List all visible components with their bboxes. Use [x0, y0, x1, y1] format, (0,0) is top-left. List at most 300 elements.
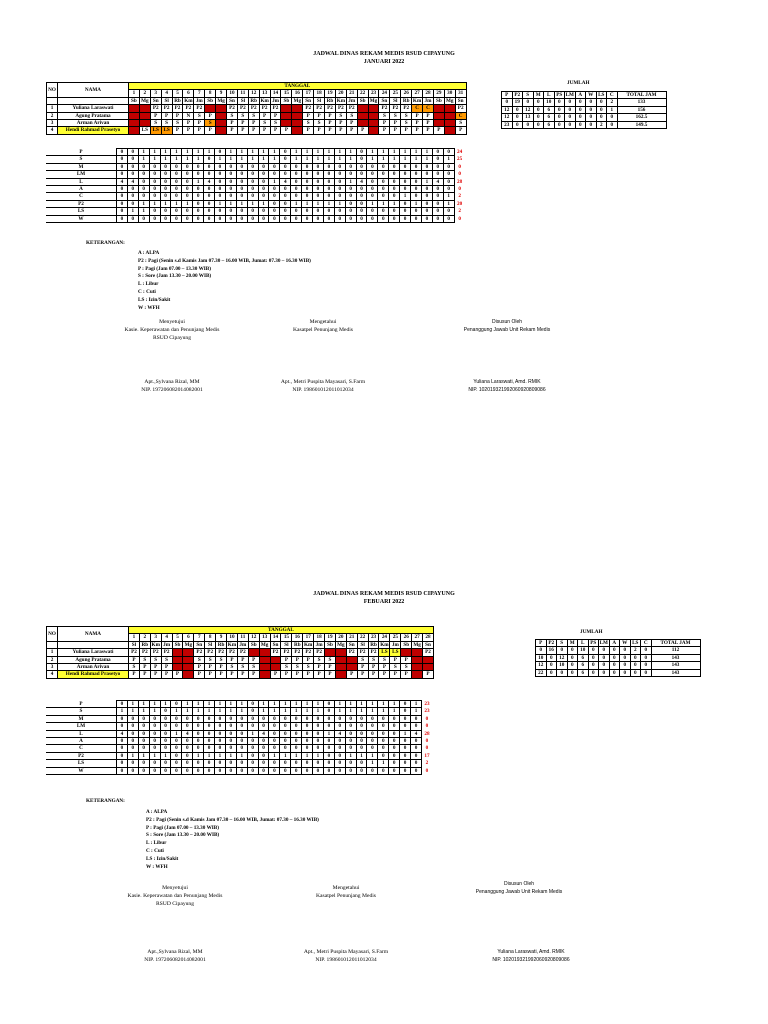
shift-cell: P2 — [357, 649, 368, 656]
count-cell: 0 — [127, 760, 138, 767]
day-number: 27 — [412, 634, 423, 641]
count-cell: 0 — [411, 163, 422, 170]
shift-cell: S — [368, 120, 379, 127]
count-cell: 0 — [160, 193, 171, 200]
weekday-label: Jm — [424, 97, 432, 104]
shift-cell: L — [139, 105, 150, 112]
total-cell: 12 — [523, 106, 534, 113]
shift-cell: P2 — [281, 649, 292, 656]
total-cell: 0 — [567, 669, 578, 676]
shift-cell: P — [379, 664, 390, 671]
day-number: 26 — [401, 90, 412, 97]
total-cell: 0 — [546, 654, 557, 661]
shift-cell: P — [368, 664, 379, 671]
count-cell: 0 — [182, 178, 193, 185]
total-cell: 0 — [588, 669, 599, 676]
count-cell: 0 — [432, 186, 443, 193]
count-cell: 0 — [345, 208, 356, 215]
total-cell: 2 — [596, 121, 607, 128]
count-cell: 0 — [302, 723, 313, 730]
count-cell: 0 — [225, 193, 236, 200]
weekday-label: Sb — [325, 641, 336, 648]
shift-cell: P2 — [303, 649, 314, 656]
count-cell: 0 — [247, 178, 258, 185]
day-number: 13 — [259, 634, 270, 641]
shift-cell: P — [412, 112, 423, 119]
count-cell: 0 — [313, 171, 324, 178]
shift-cell: S — [205, 656, 216, 663]
count-cell: 0 — [149, 186, 160, 193]
sig-left-title: Menyetujui — [162, 885, 188, 891]
shift-cell: S — [401, 664, 412, 671]
shift-cell: P — [194, 664, 205, 671]
count-cell: 1 — [269, 178, 280, 185]
count-label: LS — [46, 208, 117, 215]
shift-cell: P — [270, 112, 281, 119]
shift-cell: M — [423, 656, 434, 663]
count-cell: 0 — [302, 163, 313, 170]
shift-cell: P — [150, 671, 161, 678]
shift-cell: P — [216, 664, 227, 671]
count-cell: 0 — [182, 163, 193, 170]
shift-cell: P — [444, 127, 455, 134]
count-cell: 0 — [389, 723, 400, 730]
shift-cell: P2 — [227, 649, 238, 656]
count-cell: 0 — [323, 745, 334, 752]
count-cell: 0 — [421, 186, 432, 193]
staff-row — [47, 112, 467, 119]
count-cell: 0 — [367, 730, 378, 737]
count-cell: 1 — [400, 149, 411, 156]
count-cell: 1 — [182, 149, 193, 156]
day-number: 25 — [390, 634, 401, 641]
count-cell: 1 — [389, 156, 400, 163]
count-cell: 4 — [258, 730, 269, 737]
count-cell: 0 — [258, 745, 269, 752]
count-cell: 1 — [367, 760, 378, 767]
total-cell: 22 — [536, 669, 547, 676]
day-number: 3 — [150, 634, 161, 641]
count-cell: 0 — [204, 723, 215, 730]
january-jumlah-heading: JUMLAH — [567, 80, 590, 86]
total-cell: 0 — [641, 662, 652, 669]
count-cell: 1 — [345, 156, 356, 163]
count-cell: 0 — [225, 178, 236, 185]
shift-cell: P — [346, 127, 357, 134]
count-cell: 0 — [117, 171, 128, 178]
shift-cell: P — [150, 112, 161, 119]
weekday-label: Sn — [194, 641, 205, 648]
count-cell: 1 — [378, 156, 389, 163]
count-cell: 0 — [127, 723, 138, 730]
shift-cell: P — [401, 671, 412, 678]
sig-right-nip: NIP. 102019321992060920809086 — [468, 387, 546, 393]
count-cell: 1 — [269, 708, 280, 715]
count-cell: 0 — [138, 760, 149, 767]
count-cell: 0 — [258, 723, 269, 730]
staff-name: Yuliana Laraswati — [58, 105, 129, 112]
count-cell: 0 — [225, 723, 236, 730]
totals-header: M — [567, 640, 578, 647]
weekday-label: Jm — [315, 641, 323, 648]
count-cell: 0 — [378, 163, 389, 170]
count-cell: 0 — [356, 200, 367, 207]
count-cell: 1 — [302, 149, 313, 156]
count-cell: 0 — [345, 745, 356, 752]
day-number: 27 — [412, 90, 423, 97]
count-label: P — [46, 149, 117, 156]
shift-cell: P — [227, 671, 238, 678]
count-cell: 0 — [117, 215, 128, 222]
count-cell: 0 — [215, 215, 226, 222]
shift-cell: P — [346, 671, 357, 678]
count-cell: 1 — [367, 701, 378, 708]
january-sig-left-name — [97, 378, 247, 394]
count-cell: 1 — [323, 730, 334, 737]
count-cell: 0 — [378, 752, 389, 759]
count-cell: 0 — [378, 215, 389, 222]
shift-cell: P — [248, 656, 259, 663]
january-legend — [138, 250, 311, 312]
legend-item: P : Pagi (Jam 07.00 – 13.30 WIB) — [146, 824, 219, 831]
shift-cell: P — [139, 671, 150, 678]
shift-cell: P2 — [150, 105, 161, 112]
shift-cell: M — [248, 649, 259, 656]
count-cell: 0 — [236, 760, 247, 767]
shift-cell: P2 — [227, 105, 238, 112]
total-cell: 0 — [567, 647, 578, 654]
january-legend-heading: KETERANGAN: — [86, 240, 125, 246]
shift-cell: P2 — [259, 105, 270, 112]
count-cell: 0 — [313, 163, 324, 170]
legend-item: P : Pagi (Jam 07.00 – 13.30 WIB) — [138, 265, 211, 272]
legend-item: S : Sore (Jam 13.30 – 20.00 WIB) — [146, 832, 220, 839]
total-cell: 1 — [607, 106, 618, 113]
shift-cell: S — [150, 656, 161, 663]
day-number: 9 — [216, 634, 227, 641]
count-cell: 1 — [236, 149, 247, 156]
count-cell: 0 — [334, 723, 345, 730]
count-cell: 1 — [378, 200, 389, 207]
count-cell: 1 — [313, 752, 324, 759]
count-cell: 0 — [117, 193, 128, 200]
shift-cell: P — [325, 664, 336, 671]
total-cell: 0 — [609, 647, 620, 654]
weekday-label: Km — [336, 97, 346, 104]
count-cell: 0 — [269, 745, 280, 752]
total-cell: 0 — [565, 121, 576, 128]
weekday-label: Sb — [248, 641, 259, 648]
count-cell: 0 — [171, 745, 182, 752]
count-cell: 0 — [160, 723, 171, 730]
count-cell: 1 — [127, 701, 138, 708]
day-number: 9 — [216, 90, 227, 97]
weekday-label: Sn — [455, 97, 466, 104]
count-cell: 0 — [247, 723, 258, 730]
january-title: JADWAL DINAS REKAM MEDIS RSUD CIPAYUNG — [313, 51, 455, 57]
shift-cell: P2 — [379, 105, 390, 112]
count-cell: 1 — [127, 208, 138, 215]
sig-mid-name: Apt., Metri Puspita Mayasari, S.Farm — [280, 379, 366, 385]
shift-cell: S — [303, 664, 314, 671]
shift-cell: P — [183, 120, 194, 127]
count-cell: 1 — [160, 701, 171, 708]
shift-cell: S — [216, 120, 227, 127]
count-cell: 0 — [280, 156, 291, 163]
shift-cell: P — [292, 127, 303, 134]
count-cell: 0 — [411, 186, 422, 193]
weekday-label: Mg — [184, 641, 193, 648]
legend-item: L : Libur — [146, 840, 167, 847]
count-cell: 0 — [215, 171, 226, 178]
weekday-label: Sl — [390, 97, 401, 104]
count-cell: 1 — [313, 200, 324, 207]
count-cell: 0 — [400, 752, 411, 759]
count-cell: 0 — [258, 208, 269, 215]
count-cell: 1 — [313, 701, 324, 708]
shift-cell: P — [303, 112, 314, 119]
day-number: 17 — [303, 634, 314, 641]
count-cell: 0 — [356, 156, 367, 163]
total-cell: 13 — [523, 114, 534, 121]
shift-cell: P2 — [346, 649, 357, 656]
count-cell: 0 — [378, 767, 389, 774]
count-cell: 4 — [117, 730, 128, 737]
count-cell: 0 — [334, 186, 345, 193]
count-cell: 1 — [193, 149, 204, 156]
count-cell: 4 — [127, 178, 138, 185]
count-cell: 0 — [117, 163, 128, 170]
count-cell: 0 — [367, 178, 378, 185]
count-cell: 1 — [215, 701, 226, 708]
count-cell: 0 — [204, 193, 215, 200]
count-cell: 1 — [225, 752, 236, 759]
count-cell: 1 — [334, 200, 345, 207]
count-cell: 0 — [421, 215, 432, 222]
total-cell: 0 — [567, 662, 578, 669]
count-cell: 1 — [138, 708, 149, 715]
totals-header: P — [502, 92, 513, 99]
count-cell: 0 — [236, 723, 247, 730]
totals-header: M — [533, 92, 544, 99]
shift-cell: P — [292, 671, 303, 678]
count-cell: 1 — [193, 701, 204, 708]
shift-cell: P — [390, 656, 401, 663]
shift-cell: M — [346, 656, 357, 663]
weekday-label: Km — [151, 641, 160, 648]
count-cell: 0 — [138, 178, 149, 185]
count-cell: 0 — [149, 715, 160, 722]
count-cell: 0 — [291, 178, 302, 185]
count-cell: 0 — [193, 200, 204, 207]
day-number: 25 — [390, 90, 401, 97]
count-cell: 1 — [389, 708, 400, 715]
schedule-february — [0, 512, 768, 1024]
shift-cell: C — [423, 105, 434, 112]
day-number: 5 — [172, 90, 183, 97]
count-cell: 0 — [411, 215, 422, 222]
count-cell: 1 — [291, 701, 302, 708]
shift-cell: P — [423, 671, 434, 678]
count-cell: 0 — [182, 723, 193, 730]
count-cell: 0 — [323, 767, 334, 774]
count-cell: 0 — [356, 171, 367, 178]
count-cell: 0 — [432, 156, 443, 163]
weekday-label: Rb — [325, 97, 336, 104]
count-cell: 0 — [280, 186, 291, 193]
count-cell: 4 — [356, 178, 367, 185]
count-cell: 0 — [160, 760, 171, 767]
shift-cell: LS — [379, 649, 390, 656]
totals-header: LS — [630, 640, 641, 647]
weekday-label: Sn — [303, 97, 314, 104]
total-cell: 0 — [596, 114, 607, 121]
totals-header: P — [536, 640, 547, 647]
totals-header: C — [607, 92, 618, 99]
shift-cell: P — [390, 671, 401, 678]
shift-cell: P — [335, 120, 346, 127]
count-cell: 1 — [367, 752, 378, 759]
shift-cell: LS — [161, 127, 172, 134]
sig-left-title: Menyetujui — [159, 319, 185, 325]
shift-cell: P2 — [314, 105, 325, 112]
shift-cell: S — [401, 112, 412, 119]
count-cell: 1 — [182, 156, 193, 163]
legend-item: L : Libur — [138, 281, 159, 288]
count-cell: 0 — [345, 723, 356, 730]
count-cell: 1 — [225, 701, 236, 708]
count-cell: 0 — [258, 752, 269, 759]
shift-cell: L — [412, 649, 423, 656]
count-cell: 1 — [258, 156, 269, 163]
february-legend-heading: KETERANGAN: — [86, 798, 125, 804]
shift-cell: S — [335, 664, 346, 671]
total-cell: 0 — [533, 114, 544, 121]
count-cell: 0 — [127, 738, 138, 745]
total-cell: 0 — [599, 654, 610, 661]
count-cell: 0 — [171, 171, 182, 178]
count-cell: 0 — [389, 730, 400, 737]
weekday-label: Sl — [237, 97, 248, 104]
total-cell: 112 — [651, 647, 700, 654]
total-cell: 0 — [609, 662, 620, 669]
shift-cell: L — [259, 656, 270, 663]
count-cell: 0 — [345, 738, 356, 745]
count-cell: 0 — [400, 163, 411, 170]
shift-cell: P — [423, 127, 434, 134]
total-cell: 0 — [641, 669, 652, 676]
count-cell: 0 — [291, 171, 302, 178]
staff-no: 1 — [47, 105, 58, 112]
february-month: FEBUARI 2022 — [363, 599, 405, 605]
count-sum: 24 — [457, 149, 463, 155]
sig-left-org: RSUD Cipayung — [155, 901, 195, 907]
count-cell: 0 — [378, 186, 389, 193]
count-cell: 1 — [138, 149, 149, 156]
count-cell: 0 — [378, 738, 389, 745]
january-schedule-table — [46, 82, 467, 135]
count-label: P2 — [46, 200, 117, 207]
totals-header: S — [523, 92, 534, 99]
shift-cell: P — [390, 120, 401, 127]
count-cell: 1 — [149, 200, 160, 207]
count-cell: 0 — [356, 730, 367, 737]
sig-right-nip: NIP. 102019321992060920809086 — [492, 957, 570, 963]
count-cell: 4 — [117, 178, 128, 185]
day-number: 1 — [129, 90, 140, 97]
count-cell: 1 — [313, 149, 324, 156]
count-cell: 0 — [149, 760, 160, 767]
count-cell: 0 — [443, 149, 454, 156]
day-number: 11 — [237, 90, 248, 97]
count-cell: 0 — [421, 200, 432, 207]
count-cell: 0 — [215, 715, 226, 722]
count-cell: 0 — [400, 186, 411, 193]
count-cell: 0 — [356, 760, 367, 767]
count-cell: 0 — [193, 171, 204, 178]
sig-right-role: Penanggung Jawab Unit Rekam Medis — [475, 889, 563, 895]
count-cell: 1 — [291, 149, 302, 156]
total-cell: 0 — [533, 121, 544, 128]
day-number: 22 — [357, 90, 368, 97]
total-cell: 0 — [599, 647, 610, 654]
total-cell: 0 — [512, 114, 523, 121]
day-number: 30 — [444, 90, 455, 97]
count-cell: 1 — [345, 708, 356, 715]
legend-item: W : WFH — [138, 304, 160, 311]
count-cell: 0 — [117, 208, 128, 215]
total-cell: 0 — [546, 662, 557, 669]
shift-cell: LS — [390, 649, 401, 656]
total-cell: 10 — [536, 654, 547, 661]
count-cell: 0 — [204, 715, 215, 722]
day-number: 5 — [172, 634, 183, 641]
shift-cell: S — [314, 120, 325, 127]
shift-cell: P — [379, 671, 390, 678]
count-cell: 1 — [236, 701, 247, 708]
february-daily-count-table — [46, 700, 432, 775]
shift-cell: P — [314, 127, 325, 134]
sig-right-title: Disusun Oleh — [491, 319, 522, 325]
shift-cell: P — [205, 112, 216, 119]
count-cell: 0 — [356, 723, 367, 730]
sig-right-name: Yuliana Laraswati, Amd. RMIK — [497, 949, 565, 955]
count-cell: 0 — [411, 767, 422, 774]
shift-cell: P — [292, 656, 303, 663]
total-cell: 0 — [609, 669, 620, 676]
total-cell: 0 — [620, 647, 631, 654]
total-cell: 12 — [536, 662, 547, 669]
count-cell: 1 — [378, 760, 389, 767]
count-cell: 0 — [323, 215, 334, 222]
shift-cell: S — [357, 120, 368, 127]
total-cell: 0 — [512, 121, 523, 128]
count-cell: 1 — [182, 200, 193, 207]
day-number: 21 — [346, 90, 357, 97]
shift-cell: P2 — [368, 649, 379, 656]
shift-cell: P — [172, 112, 183, 119]
shift-cell: P2 — [139, 649, 150, 656]
count-cell: 1 — [204, 752, 215, 759]
shift-cell: S — [390, 664, 401, 671]
weekday-label: Sb — [357, 97, 368, 104]
count-cell: 0 — [269, 186, 280, 193]
count-sum: 28 — [457, 178, 463, 185]
count-cell: 0 — [171, 738, 182, 745]
count-cell: 0 — [236, 767, 247, 774]
count-cell: 0 — [345, 730, 356, 737]
january-sig-mid — [248, 318, 398, 334]
